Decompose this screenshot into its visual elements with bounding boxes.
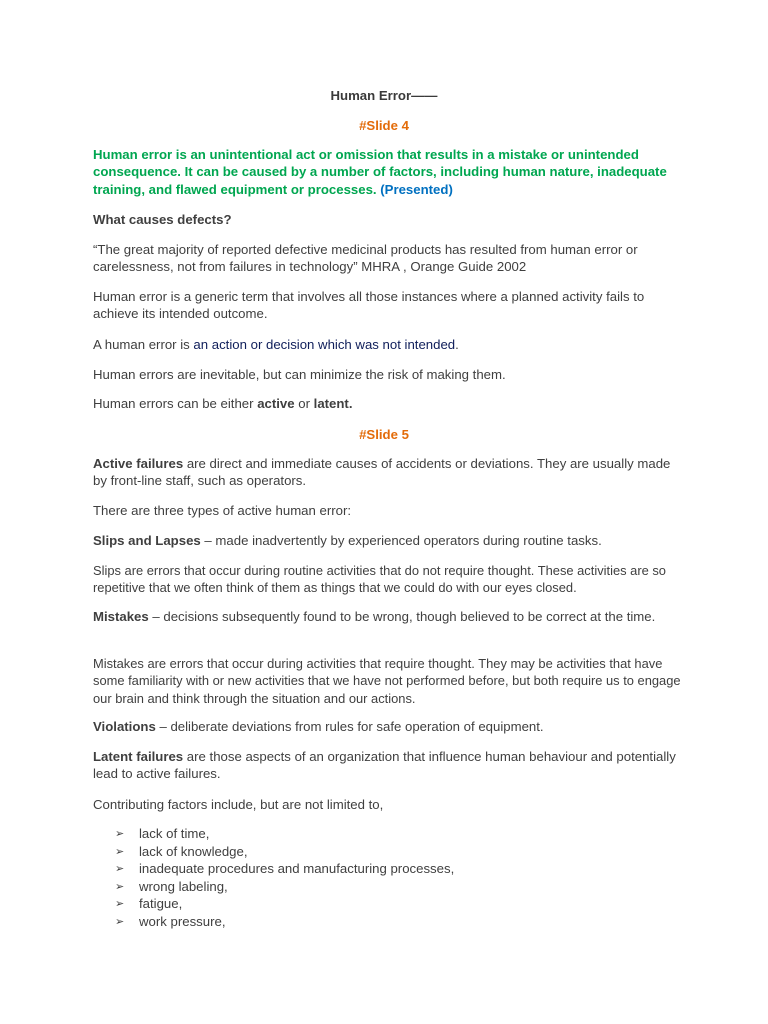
list-item bbox=[115, 843, 454, 861]
generic-paragraph: Human error is a generic term that involves all those instances where a planned activity fails to achieve its intended outcome. bbox=[93, 289, 645, 322]
paren-open: ( bbox=[380, 181, 385, 197]
list-item-text: inadequate procedures and manufacturing processes, bbox=[139, 861, 455, 877]
factors-list bbox=[115, 825, 454, 931]
arrow-bullet-icon: ➢ bbox=[115, 914, 125, 928]
active-failures-term: Active failures bbox=[93, 456, 184, 471]
contributing-paragraph: Contributing factors include, but are not limited to, bbox=[93, 797, 384, 812]
slips-paragraph bbox=[93, 532, 683, 549]
either-pre: Human errors can be either bbox=[93, 396, 258, 411]
violations-paragraph bbox=[93, 718, 683, 735]
active-failures-text: are direct and immediate causes of accidents or deviations. They are usually made by front-line staff, such as operators. bbox=[93, 456, 671, 489]
paren-close: ) bbox=[448, 181, 453, 197]
list-item-text: fatigue, bbox=[139, 896, 183, 912]
action-post: . bbox=[455, 337, 459, 352]
active-word: active bbox=[257, 396, 295, 411]
list-item bbox=[115, 825, 454, 843]
list-item bbox=[115, 878, 454, 896]
list-item bbox=[115, 860, 454, 878]
latent-failures-paragraph bbox=[93, 748, 683, 783]
latent-failures-term: Latent failures bbox=[93, 749, 184, 764]
slips-detail-paragraph: Slips are errors that occur during routine activities that do not require thought. These activities are so repetitive that we often think of them as things that we could do with our eyes closed. bbox=[93, 563, 666, 596]
violations-term: Violations bbox=[93, 719, 156, 734]
arrow-bullet-icon: ➢ bbox=[115, 827, 125, 840]
action-highlight: an action or decision which was not intended bbox=[193, 337, 456, 352]
list-item-text: lack of time, bbox=[139, 826, 210, 841]
slide-4-label: #Slide 4 bbox=[359, 118, 409, 133]
mistakes-detail-paragraph: Mistakes are errors that occur during activities that require thought. They may be activities that have some familiarity with or new activities that we have not performed before, but both require us to engage our brain and think through the situation and our actions. bbox=[93, 656, 681, 706]
violations-text: – deliberate deviations from rules for safe operation of equipment. bbox=[155, 719, 544, 734]
active-failures-paragraph bbox=[93, 455, 683, 490]
definition-text: Human error is an unintentional act or omission that results in a mistake or unintended consequence. It can be caused by a number of factors, including human nature, inadequate training, and flawed equipment or processes. bbox=[93, 147, 667, 197]
arrow-bullet-icon: ➢ bbox=[115, 844, 125, 858]
arrow-bullet-icon: ➢ bbox=[115, 897, 125, 911]
mistakes-paragraph bbox=[93, 608, 683, 625]
mistakes-text: – decisions subsequently found to be wrong, though believed to be correct at the time. bbox=[148, 609, 656, 624]
slide-5-label: #Slide 5 bbox=[359, 427, 409, 442]
either-paragraph bbox=[93, 395, 683, 412]
mistakes-term: Mistakes bbox=[93, 609, 149, 624]
inevitable-paragraph: Human errors are inevitable, but can minimize the risk of making them. bbox=[93, 367, 506, 382]
list-item-text: work pressure, bbox=[139, 913, 226, 929]
action-paragraph bbox=[93, 336, 683, 353]
quote-paragraph: “The great majority of reported defective medicinal products has resulted from human error or carelessness, not from failures in technology” MHRA , Orange Guide 2002 bbox=[93, 242, 638, 275]
presented-label: Presented bbox=[384, 181, 449, 197]
what-causes-heading: What causes defects? bbox=[93, 212, 232, 227]
page-title: Human Error—— bbox=[330, 88, 438, 103]
three-types-paragraph: There are three types of active human error: bbox=[93, 503, 352, 518]
list-item bbox=[115, 895, 454, 913]
arrow-bullet-icon: ➢ bbox=[115, 862, 125, 876]
arrow-bullet-icon: ➢ bbox=[115, 879, 125, 893]
action-pre: A human error is bbox=[93, 337, 194, 352]
slips-text: – made inadvertently by experienced operators during routine tasks. bbox=[200, 533, 602, 548]
list-item-text: lack of knowledge, bbox=[139, 843, 248, 859]
list-item-text: wrong labeling, bbox=[139, 878, 228, 894]
definition-paragraph bbox=[93, 146, 683, 198]
latent-word: latent. bbox=[313, 396, 353, 411]
list-item bbox=[115, 913, 454, 931]
latent-failures-text: are those aspects of an organization that influence human behaviour and potentially lead to active failures. bbox=[93, 749, 676, 782]
slips-term: Slips and Lapses bbox=[93, 533, 201, 548]
either-or: or bbox=[294, 396, 314, 411]
